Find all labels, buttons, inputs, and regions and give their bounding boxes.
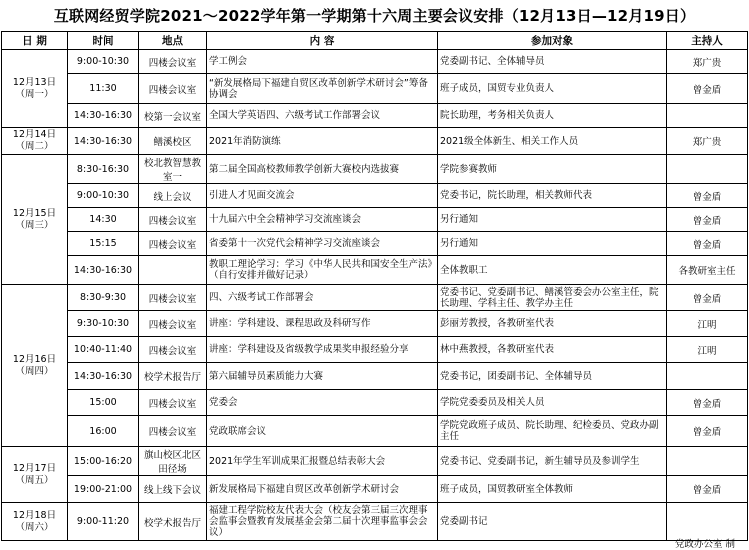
- table-row: [2, 50, 748, 74]
- time-cell: 10:40-11:40: [68, 337, 139, 363]
- header-participants: 参加对象: [438, 32, 667, 50]
- place-cell: 四楼会议室: [139, 74, 207, 104]
- date-cell: [2, 503, 68, 541]
- place-cell: 校北教智慧教室一: [139, 155, 207, 184]
- date-label: 12月14日: [12, 129, 57, 140]
- table-row: [2, 104, 748, 128]
- participants-cell: 另行通知: [438, 208, 667, 232]
- table-row: [2, 390, 748, 416]
- weekday-label: （周一）: [15, 88, 54, 100]
- table-row: [2, 184, 748, 208]
- time-cell: 14:30-16:30: [68, 128, 139, 155]
- time-cell: 8:30-16:30: [68, 155, 139, 184]
- participants-cell: 全体教职工: [438, 256, 667, 285]
- time-cell: 15:00: [68, 390, 139, 416]
- table-row: [2, 285, 748, 311]
- header-time: 时间: [68, 32, 139, 50]
- participants-cell: 学院参赛教师: [438, 155, 667, 184]
- host-cell: 曾金盾: [667, 232, 748, 256]
- participants-cell: 彭丽芳教授，各教研室代表: [438, 311, 667, 337]
- participants-cell: 学院党委委员及相关人员: [438, 390, 667, 416]
- time-cell: 15:15: [68, 232, 139, 256]
- host-cell: 各教研室主任: [667, 256, 748, 285]
- place-cell: 四楼会议室: [139, 416, 207, 447]
- table-row: [2, 256, 748, 285]
- host-cell: 郑广贵: [667, 128, 748, 155]
- time-cell: 14:30-16:30: [68, 256, 139, 285]
- content-cell: 讲座：学科建设、课程思政及科研写作: [207, 311, 438, 337]
- host-cell: 江明: [667, 311, 748, 337]
- table-row: [2, 155, 748, 184]
- table-row: [2, 337, 748, 363]
- content-cell: 引进人才见面交流会: [207, 184, 438, 208]
- content-cell: 党政联席会议: [207, 416, 438, 447]
- date-cell: [2, 155, 68, 285]
- time-cell: 9:00-10:30: [68, 184, 139, 208]
- host-cell: 曾金盾: [667, 390, 748, 416]
- table-row: [2, 363, 748, 390]
- header-row: [2, 32, 748, 50]
- host-cell: [667, 363, 748, 390]
- place-cell: 线上会议: [139, 184, 207, 208]
- content-cell: 2021年消防演练: [207, 128, 438, 155]
- host-cell: 曾金盾: [667, 74, 748, 104]
- date-label: 12月18日: [12, 509, 57, 521]
- content-cell: 新发展格局下福建自贸区改革创新学术研讨会: [207, 476, 438, 503]
- table-row: [2, 311, 748, 337]
- content-cell: 十九届六中全会精神学习交流座谈会: [207, 208, 438, 232]
- weekday-label: （周五）: [15, 474, 54, 486]
- date-cell: [2, 128, 68, 155]
- content-cell: 讲座：学科建设及省级教学成果奖申报经验分享: [207, 337, 438, 363]
- time-cell: 15:00-16:20: [68, 447, 139, 476]
- weekday-label: （周四）: [15, 365, 54, 377]
- host-cell: 郑广贵: [667, 50, 748, 74]
- time-cell: 14:30-16:30: [68, 363, 139, 390]
- time-cell: 9:00-11:20: [68, 503, 139, 541]
- place-cell: 四楼会议室: [139, 208, 207, 232]
- participants-cell: 班子成员，国贸教研室全体教师: [438, 476, 667, 503]
- header-host: 主持人: [667, 32, 748, 50]
- participants-cell: 学院党政班子成员、院长助理、纪检委员、党政办副主任: [438, 416, 667, 447]
- place-cell: 旗山校区北区田径场: [139, 447, 207, 476]
- host-cell: 曾金盾: [667, 208, 748, 232]
- meeting-schedule-table: [1, 31, 748, 541]
- date-cell: [2, 50, 68, 128]
- host-cell: [667, 503, 748, 541]
- time-cell: 16:00: [68, 416, 139, 447]
- host-cell: 曾金盾: [667, 476, 748, 503]
- content-cell: 省委第十一次党代会精神学习交流座谈会: [207, 232, 438, 256]
- participants-cell: 党委书记，团委副书记、全体辅导员: [438, 363, 667, 390]
- time-cell: 8:30-9:30: [68, 285, 139, 311]
- content-cell: 第六届辅导员素质能力大赛: [207, 363, 438, 390]
- date-label: 12月16日: [12, 353, 57, 365]
- place-cell: 四楼会议室: [139, 232, 207, 256]
- place-cell: 鳝溪校区: [139, 128, 207, 155]
- header-content: 内 容: [207, 32, 438, 50]
- time-cell: 9:00-10:30: [68, 50, 139, 74]
- table-row: [2, 503, 748, 541]
- table-row: [2, 128, 748, 155]
- header-place: 地点: [139, 32, 207, 50]
- host-cell: 曾金盾: [667, 285, 748, 311]
- content-cell: 福建工程学院校友代表大会（校友会第三届三次理事会监事会暨教育发展基金会第二届十次理事监事会会议）: [207, 503, 438, 541]
- page-title: 互联网经贸学院2021～2022学年第一学期第十六周主要会议安排（12月13日—12月19日）: [53, 7, 696, 25]
- participants-cell: 林中燕教授，各教研室代表: [438, 337, 667, 363]
- time-cell: 14:30: [68, 208, 139, 232]
- content-cell: 教职工理论学习：学习《中华人民共和国安全生产法》（自行安排并做好记录）: [207, 256, 438, 285]
- place-cell: 校学术报告厅: [139, 363, 207, 390]
- content-cell: 党委会: [207, 390, 438, 416]
- date-cell: [2, 447, 68, 503]
- weekday-label: （周六）: [15, 521, 54, 533]
- table-row: [2, 74, 748, 104]
- table-row: [2, 476, 748, 503]
- time-cell: 19:00-21:00: [68, 476, 139, 503]
- participants-cell: 党委书记、党委副书记、鳝溪管委会办公室主任，院长助理、学科主任、教学办主任: [438, 285, 667, 311]
- table-row: [2, 232, 748, 256]
- table-row: [2, 416, 748, 447]
- host-cell: 江明: [667, 337, 748, 363]
- time-cell: 9:30-10:30: [68, 311, 139, 337]
- content-cell: 四、六级考试工作部署会: [207, 285, 438, 311]
- participants-cell: 2021级全体新生、相关工作人员: [438, 128, 667, 155]
- participants-cell: 党委书记、党委副书记，新生辅导员及参训学生: [438, 447, 667, 476]
- place-cell: 四楼会议室: [139, 50, 207, 74]
- host-cell: [667, 104, 748, 128]
- date-label: 12月13日: [12, 76, 57, 88]
- place-cell: [139, 256, 207, 285]
- date-label: 12月15日: [12, 207, 57, 219]
- place-cell: 线上线下会议: [139, 476, 207, 503]
- footer-credit: 党政办公室 制: [674, 539, 735, 550]
- table-row: [2, 208, 748, 232]
- date-label: 12月17日: [12, 462, 57, 474]
- place-cell: 四楼会议室: [139, 390, 207, 416]
- place-cell: 四楼会议室: [139, 337, 207, 363]
- weekday-label: （周三）: [15, 219, 54, 231]
- content-cell: 2021年学生军训成果汇报暨总结表彰大会: [207, 447, 438, 476]
- participants-cell: 党委副书记: [438, 503, 667, 541]
- participants-cell: 院长助理，考务相关负责人: [438, 104, 667, 128]
- participants-cell: 党委书记，院长助理，相关教师代表: [438, 184, 667, 208]
- host-cell: 曾金盾: [667, 184, 748, 208]
- place-cell: 四楼会议室: [139, 311, 207, 337]
- time-cell: 14:30-16:30: [68, 104, 139, 128]
- place-cell: 校第一会议室: [139, 104, 207, 128]
- date-cell: [2, 285, 68, 447]
- content-cell: 第二届全国高校教师教学创新大赛校内选拔赛: [207, 155, 438, 184]
- host-cell: 曾金盾: [667, 416, 748, 447]
- host-cell: [667, 155, 748, 184]
- content-cell: 学工例会: [207, 50, 438, 74]
- header-date: 日 期: [2, 32, 68, 50]
- place-cell: 四楼会议室: [139, 285, 207, 311]
- content-cell: 全国大学英语四、六级考试工作部署会议: [207, 104, 438, 128]
- place-cell: 校学术报告厅: [139, 503, 207, 541]
- participants-cell: 班子成员，国贸专业负责人: [438, 74, 667, 104]
- host-cell: [667, 447, 748, 476]
- content-cell: “新发展格局下福建自贸区改革创新学术研讨会”筹备协调会: [207, 74, 438, 104]
- table-row: [2, 447, 748, 476]
- participants-cell: 另行通知: [438, 232, 667, 256]
- time-cell: 11:30: [68, 74, 139, 104]
- participants-cell: 党委副书记、全体辅导员: [438, 50, 667, 74]
- weekday-label: （周二）: [15, 141, 54, 152]
